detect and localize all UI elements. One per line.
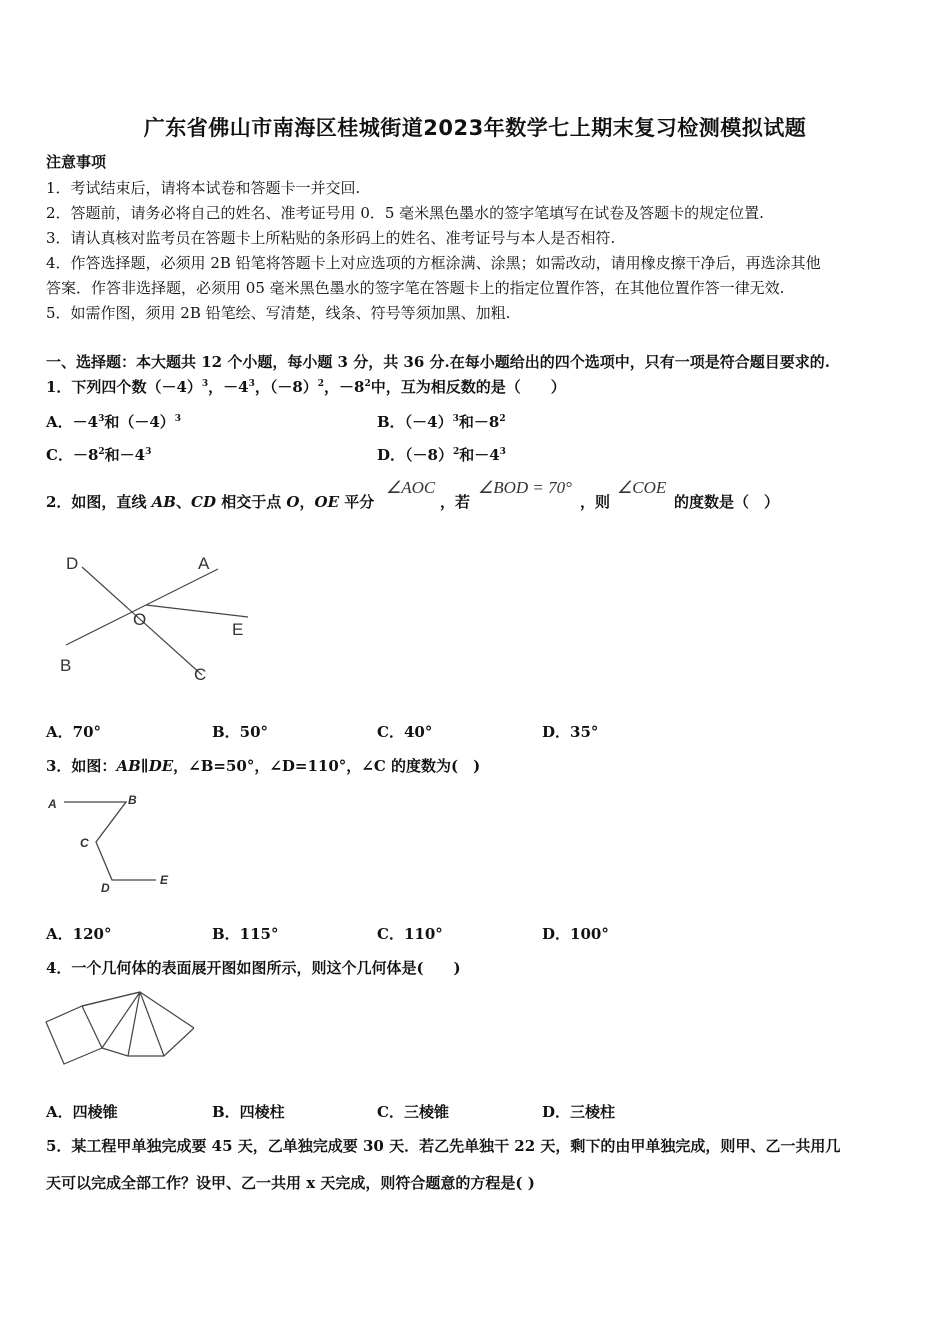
q3-option-d[interactable]: D．100° — [542, 925, 609, 943]
q4-option-b[interactable]: B．四棱柱 — [212, 1103, 285, 1121]
label-a: A — [198, 554, 210, 573]
question-1-stem: 1．下列四个数$(-4)^3$，$-4^3$，$(-8)^2$，$-8^2$中，互为相反数的是（ ） — [46, 378, 566, 396]
q1-option-c[interactable]: C．$-8^2$和$-4^3$ — [46, 446, 152, 464]
q4-net-figure — [40, 984, 200, 1070]
label-a: A — [48, 797, 57, 811]
question-2-text: ，若 — [440, 493, 471, 511]
notice-item: 1．考试结束后，请将本试卷和答题卡一并交回. — [46, 179, 361, 197]
section-heading: 一、选择题：本大题共 12 个小题，每小题 3 分，共 36 分.在每小题给出的四个选项中，只有一项是符合题目要求的. — [46, 353, 830, 371]
q2-option-c[interactable]: C．40° — [377, 723, 433, 741]
q1-option-b[interactable]: B．$(-4)^3$和$-8^2$ — [377, 413, 506, 431]
question-2-text: 的度数是（ ） — [674, 493, 780, 511]
q2-option-a[interactable]: A．70° — [46, 723, 102, 741]
q3-option-a[interactable]: A．120° — [46, 925, 112, 943]
notice-item: 3．请认真核对监考员在答题卡上所粘贴的条形码上的姓名、准考证号与本人是否相符. — [46, 229, 616, 247]
label-c: C — [80, 836, 89, 850]
question-5-stem-cont: 天可以完成全部工作？设甲、乙一共用 x 天完成，则符合题意的方程是( ) — [46, 1174, 535, 1192]
question-2-text: ，则 — [580, 493, 611, 511]
label-d: D — [66, 554, 79, 573]
label-e: E — [232, 620, 244, 639]
notice-item: 4．作答选择题，必须用 2B 铅笔将答题卡上对应选项的方框涂满、涂黑；如需改动，请用橡皮擦干净后，再选涂其他 — [46, 254, 821, 272]
q4-option-c[interactable]: C．三棱锥 — [377, 1103, 449, 1121]
question-3-stem: 3．如图：AB∥DE，∠B=50°，∠D=110°，∠C 的度数为( ) — [46, 757, 481, 775]
label-c: C — [194, 665, 207, 684]
q1-option-d[interactable]: D．$(-8)^2$和$-4^3$ — [377, 446, 506, 464]
question-5-stem: 5．某工程甲单独完成要 45 天，乙单独完成要 30 天．若乙先单独干 22 天，剩下的由甲单独完成，则甲、乙一共用几 — [46, 1137, 841, 1155]
label-b: B — [128, 793, 137, 807]
label-o: O — [133, 610, 147, 629]
notice-item: 答案．作答非选择题，必须用 05 毫米黑色墨水的签字笔在答题卡上的指定位置作答，在其他位置作答一律无效. — [46, 279, 785, 297]
q4-option-d[interactable]: D．三棱柱 — [542, 1103, 616, 1121]
label-d: D — [101, 881, 110, 895]
question-4-stem: 4．一个几何体的表面展开图如图所示，则这个几何体是( ) — [46, 959, 461, 977]
question-2-stem: 2．如图，直线 AB、CD 相交于点 O，OE 平分 — [46, 493, 375, 511]
angle-aoc: ∠AOC — [386, 478, 436, 497]
notice-item: 2．答题前，请务必将自己的姓名、准考证号用 0．5 毫米黑色墨水的签字笔填写在试卷及答题卡的规定位置. — [46, 204, 764, 222]
q2-option-b[interactable]: B．50° — [212, 723, 269, 741]
q3-option-b[interactable]: B．115° — [212, 925, 279, 943]
notice-heading: 注意事项 — [46, 153, 107, 171]
q3-option-c[interactable]: C．110° — [377, 925, 443, 943]
q2-figure — [50, 545, 270, 695]
page-title: 广东省佛山市南海区桂城街道2023年数学七上期末复习检测模拟试题 — [143, 116, 807, 140]
angle-bod: ∠BOD = 70° — [478, 478, 572, 497]
q3-figure — [44, 790, 184, 900]
q2-option-d[interactable]: D．35° — [542, 723, 599, 741]
label-b: B — [60, 656, 72, 675]
q1-option-a[interactable]: A．$-4^3$和$(-4)^3$ — [46, 413, 182, 431]
label-e: E — [160, 873, 169, 887]
q4-option-a[interactable]: A．四棱锥 — [46, 1103, 118, 1121]
notice-item: 5．如需作图，须用 2B 铅笔绘、写清楚，线条、符号等须加黑、加粗. — [46, 304, 511, 322]
angle-coe: ∠COE — [617, 478, 667, 497]
